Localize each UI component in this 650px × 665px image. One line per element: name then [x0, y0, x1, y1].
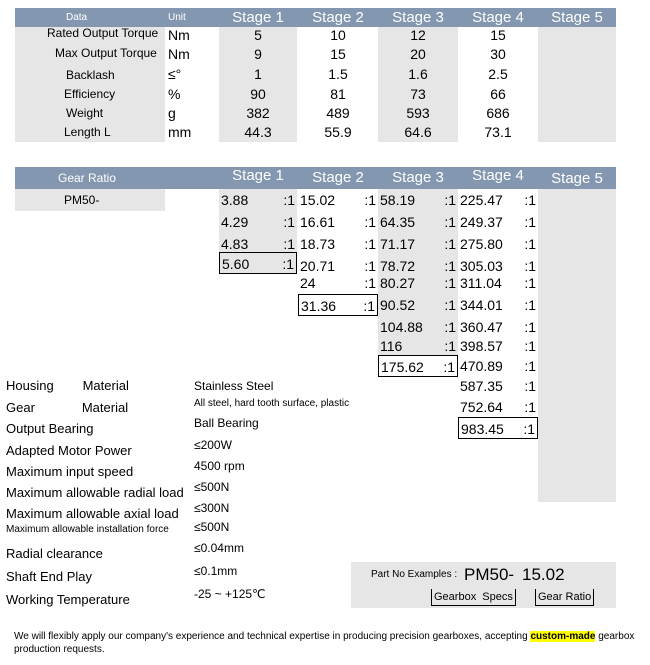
- spec-value: 15: [330, 46, 346, 62]
- spec-row-unit: g: [168, 105, 176, 121]
- spec-header-stage-3: Stage 3: [392, 9, 444, 26]
- gear-ratio-header-label: Gear Ratio: [58, 171, 117, 185]
- ratio-cell: [378, 335, 458, 357]
- spec-value: 9: [254, 46, 262, 62]
- spec-header-stage-2: Stage 2: [312, 9, 364, 26]
- property-label: Adapted Motor Power: [6, 443, 132, 458]
- ratio-suffix: :1: [524, 378, 536, 394]
- spec-value: 593: [406, 105, 430, 121]
- spec-row-unit: Nm: [168, 46, 190, 62]
- spec-stage5-column-bg: [538, 27, 616, 142]
- footer-text: We will flexibly apply our company's experience and technical expertise in producing precision gearboxes, accepting: [14, 631, 531, 642]
- ratio-suffix: :1: [363, 298, 375, 314]
- ratio-value: 64.35: [380, 214, 416, 230]
- ratio-suffix: :1: [364, 214, 376, 230]
- ratio-cell: [298, 272, 378, 294]
- ratio-value: 305.03: [460, 258, 503, 274]
- ratio-cell: [378, 272, 458, 294]
- property-label: Shaft End Play: [6, 569, 92, 584]
- ratio-suffix: :1: [524, 358, 536, 374]
- ratio-suffix: :1: [524, 338, 536, 354]
- spec-value: 30: [490, 46, 506, 62]
- ratio-suffix: :1: [444, 236, 456, 252]
- spec-row-label: Weight: [66, 106, 104, 120]
- ratio-cell-selected: [378, 355, 458, 377]
- ratio-value: 71.17: [380, 236, 416, 252]
- spec-header-stage-1: Stage 1: [232, 9, 284, 26]
- ratio-value: 275.80: [460, 236, 503, 252]
- ratio-cell: [378, 189, 458, 211]
- ratio-value: 311.04: [460, 275, 502, 291]
- ratio-suffix: :1: [524, 192, 536, 208]
- ratio-value: 16.61: [300, 214, 336, 230]
- ratio-value: 983.45: [461, 421, 504, 437]
- property-value: 4500 rpm: [194, 459, 245, 473]
- ratio-suffix: :1: [283, 236, 295, 252]
- spec-value: 73.1: [484, 124, 512, 140]
- spec-row-label: Efficiency: [64, 87, 116, 101]
- ratio-value: 344.01: [460, 297, 503, 313]
- gear-ratio-stage-5: Stage 5: [551, 170, 603, 187]
- property-label: Gear Material: [6, 400, 129, 415]
- spec-value: 73: [410, 86, 426, 102]
- ratio-value: 4.29: [221, 214, 249, 230]
- spec-row-label: Backlash: [66, 68, 115, 82]
- ratio-suffix: :1: [444, 192, 456, 208]
- property-label: Maximum allowable radial load: [6, 485, 184, 500]
- ratio-cell: [298, 211, 378, 233]
- gear-ratio-model: PM50-: [64, 193, 100, 207]
- ratio-value: 80.27: [380, 275, 416, 291]
- ratio-suffix: :1: [364, 258, 376, 274]
- spec-value: 44.3: [244, 124, 272, 140]
- ratio-value: 15.02: [300, 192, 336, 208]
- ratio-cell: [458, 272, 538, 294]
- spec-value: 686: [486, 105, 510, 121]
- spec-row-unit: mm: [168, 124, 192, 140]
- stage5-column-bg: [538, 189, 616, 502]
- ratio-suffix: :1: [524, 275, 536, 291]
- property-value: ≤500N: [194, 520, 230, 534]
- ratio-value: 78.72: [380, 258, 416, 274]
- ratio-value: 18.73: [300, 236, 336, 252]
- part-number-label: Part No Examples :: [371, 569, 458, 580]
- spec-row-unit: ≤°: [168, 66, 182, 82]
- footer-highlight: custom-made: [530, 631, 596, 642]
- ratio-suffix: :1: [283, 214, 295, 230]
- ratio-suffix: :1: [444, 214, 456, 230]
- spec-row-label: Max Output Torque: [55, 46, 157, 60]
- spec-value: 12: [410, 27, 426, 43]
- property-label: Output Bearing: [6, 421, 94, 436]
- ratio-value: 24: [300, 275, 316, 291]
- ratio-cell-selected: [219, 252, 297, 274]
- ratio-value: 4.83: [221, 236, 249, 252]
- spec-header-unit: Unit: [168, 12, 186, 23]
- spec-value: 90: [250, 86, 266, 102]
- ratio-suffix: :1: [444, 258, 456, 274]
- ratio-value: 398.57: [460, 338, 503, 354]
- property-value: Ball Bearing: [194, 416, 259, 430]
- spec-value: 66: [490, 86, 506, 102]
- ratio-value: 104.88: [380, 319, 423, 335]
- ratio-cell: [458, 233, 538, 255]
- ratio-value: 249.37: [460, 214, 503, 230]
- spec-row-unit: %: [168, 86, 181, 102]
- ratio-suffix: :1: [364, 236, 376, 252]
- ratio-suffix: :1: [444, 338, 456, 354]
- spec-value: 10: [330, 27, 346, 43]
- spec-value: 2.5: [488, 66, 508, 82]
- part-number-ratio: 15.02: [522, 565, 565, 584]
- ratio-value: 90.52: [380, 297, 416, 313]
- ratio-suffix: :1: [524, 258, 536, 274]
- property-value: ≤500N: [194, 480, 230, 494]
- ratio-value: 225.47: [460, 192, 503, 208]
- ratio-cell: [458, 211, 538, 233]
- ratio-suffix: :1: [444, 297, 456, 313]
- ratio-value: 360.47: [460, 319, 503, 335]
- property-value: -25 ~ +125℃: [194, 587, 266, 601]
- ratio-value: 58.19: [380, 192, 416, 208]
- spec-value: 1.5: [328, 66, 348, 82]
- ratio-cell: [458, 189, 538, 211]
- gear-ratio-stage-3: Stage 3: [392, 169, 444, 186]
- spec-value: 1: [254, 66, 262, 82]
- gear-ratio-stage-4: Stage 4: [472, 167, 524, 184]
- spec-header-stage-4: Stage 4: [472, 9, 524, 26]
- ratio-value: 752.64: [460, 399, 503, 415]
- ratio-cell: [298, 233, 378, 255]
- ratio-value: 31.36: [301, 298, 337, 314]
- ratio-cell: [219, 211, 297, 233]
- footer-note: [14, 630, 646, 656]
- spec-header-stage-5: Stage 5: [551, 9, 603, 26]
- ratio-cell: [378, 211, 458, 233]
- ratio-cell: [298, 189, 378, 211]
- ratio-suffix: :1: [524, 236, 536, 252]
- ratio-value: 470.89: [460, 358, 503, 374]
- ratio-suffix: :1: [364, 275, 376, 291]
- ratio-value: 3.88: [221, 192, 249, 208]
- ratio-suffix: :1: [523, 421, 535, 437]
- ratio-suffix: :1: [524, 214, 536, 230]
- ratio-value: 587.35: [460, 378, 503, 394]
- property-label: Housing Material: [6, 378, 129, 393]
- spec-value: 64.6: [404, 124, 432, 140]
- ratio-cell: [219, 189, 297, 211]
- ratio-value: 175.62: [381, 359, 424, 375]
- ratio-cell: [458, 335, 538, 357]
- property-label: Radial clearance: [6, 546, 103, 561]
- property-label: Maximum allowable axial load: [6, 506, 179, 521]
- ratio-cell-selected: [298, 294, 378, 316]
- spec-header-data: Data: [66, 12, 88, 23]
- property-value: ≤300N: [194, 501, 230, 515]
- spec-row-unit: Nm: [168, 27, 190, 43]
- spec-row-label: Length L: [64, 125, 111, 139]
- ratio-suffix: :1: [282, 256, 294, 272]
- ratio-cell: [458, 375, 538, 397]
- spec-value: 15: [490, 27, 506, 43]
- spec-value: 81: [330, 86, 346, 102]
- spec-value: 20: [410, 46, 426, 62]
- ratio-suffix: :1: [444, 319, 456, 335]
- ratio-cell-selected: [458, 417, 538, 439]
- property-value: ≤0.04mm: [194, 541, 244, 555]
- gear-ratio-stage-1: Stage 1: [232, 167, 284, 184]
- ratio-suffix: :1: [364, 192, 376, 208]
- spec-value: 5: [254, 27, 262, 43]
- spec-value: 489: [326, 105, 350, 121]
- spec-value: 1.6: [408, 66, 428, 82]
- ratio-suffix: :1: [443, 359, 455, 375]
- gear-ratio-label: Gear Ratio: [535, 589, 594, 606]
- ratio-suffix: :1: [524, 297, 536, 313]
- property-value: All steel, hard tooth surface, plastic: [194, 398, 350, 409]
- gear-ratio-stage-2: Stage 2: [312, 169, 364, 186]
- spec-value: 55.9: [324, 124, 352, 140]
- property-label: Maximum input speed: [6, 464, 134, 479]
- part-number-code: PM50-: [464, 565, 515, 584]
- ratio-cell: [458, 396, 538, 418]
- ratio-suffix: :1: [524, 319, 536, 335]
- ratio-value: 20.71: [300, 258, 336, 274]
- ratio-suffix: :1: [444, 275, 456, 291]
- ratio-value: 116: [380, 338, 403, 354]
- property-value: ≤200W: [194, 438, 232, 452]
- property-label: Maximum allowable installation force: [6, 524, 169, 535]
- footer-text-end: gearbox production requests.: [14, 631, 635, 655]
- ratio-cell: [458, 355, 538, 377]
- ratio-cell: [378, 233, 458, 255]
- property-value: Stainless Steel: [194, 379, 274, 393]
- ratio-suffix: :1: [524, 399, 536, 415]
- ratio-cell: [458, 294, 538, 316]
- property-label: Working Temperature: [6, 592, 130, 607]
- gearbox-specs-label: Gearbox Specs: [431, 589, 516, 606]
- ratio-cell: [378, 294, 458, 316]
- spec-value: 382: [246, 105, 270, 121]
- ratio-suffix: :1: [283, 192, 295, 208]
- spec-row-label: Rated Output Torque: [47, 26, 159, 40]
- ratio-value: 5.60: [222, 256, 250, 272]
- property-value: ≤0.1mm: [194, 564, 238, 578]
